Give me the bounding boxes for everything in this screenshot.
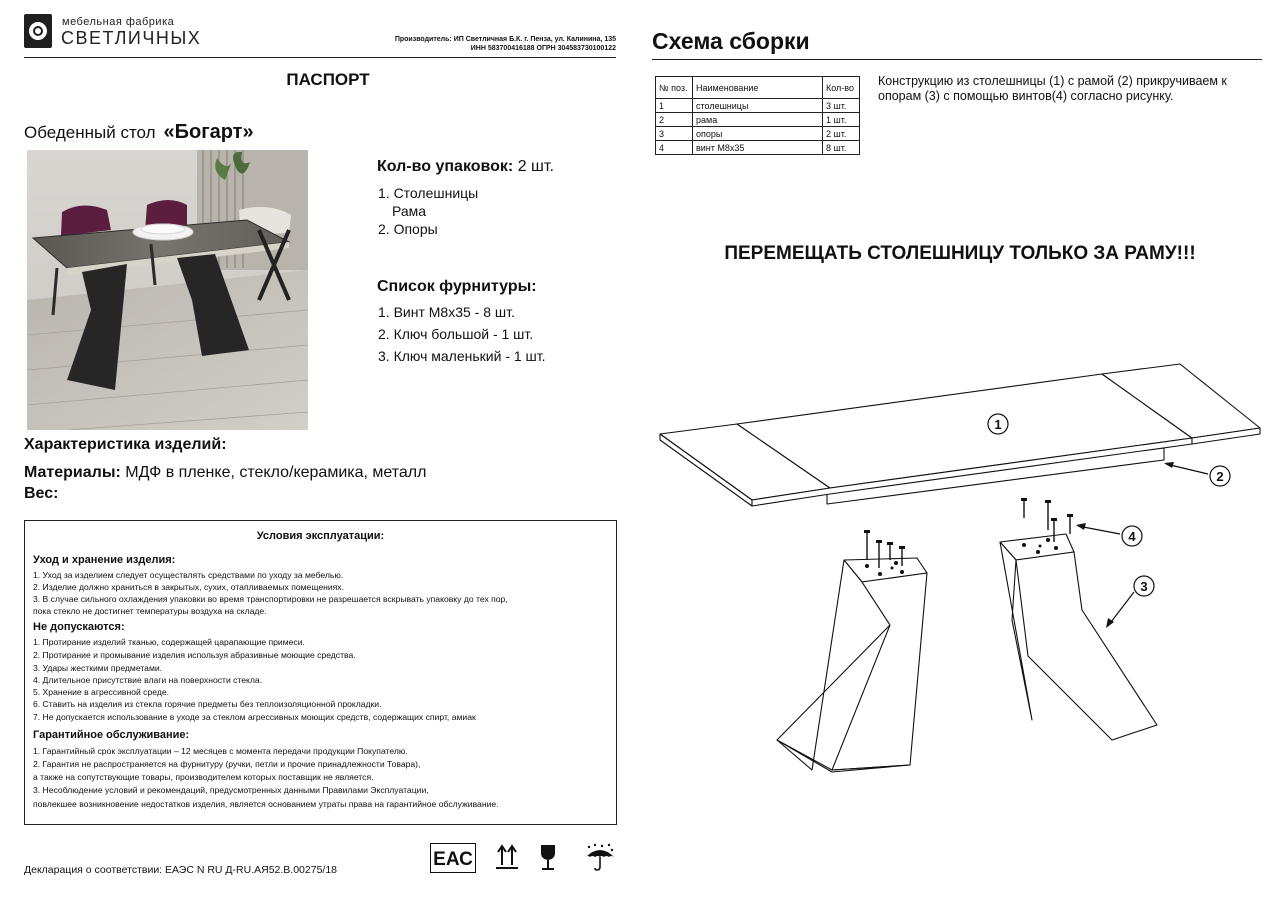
callout-2-label: 2 — [1216, 469, 1224, 484]
product-title — [24, 121, 254, 144]
characteristics-heading: Характеристика изделий: — [24, 436, 227, 453]
manufacturer-info — [395, 35, 616, 53]
weight-label: Вес: — [24, 485, 59, 502]
conditions-line: 1. Протирание изделий тканью, содержащей царапающие примеси. — [33, 637, 305, 647]
assembly-drawing — [652, 360, 1272, 780]
assembly-title: Схема сборки — [652, 28, 810, 54]
manufacturer-registration: ИНН 583700416188 ОГРН 304583730100122 — [470, 45, 616, 52]
name-cell: винт М8х35 — [693, 141, 823, 155]
materials-label: Материалы: — [24, 464, 121, 481]
column-header-position: № поз. — [656, 77, 693, 99]
conditions-section-heading: Гарантийное обслуживание: — [33, 729, 190, 741]
package-item: 2. Опоры — [378, 221, 438, 237]
conditions-line: повлекшее возникновение недостатков изделия, является основанием утраты права на гарантийное обслуживание. — [33, 799, 499, 809]
quantity-cell: 2 шт. — [823, 127, 860, 141]
fragile-glass-icon — [538, 843, 558, 871]
table-row — [656, 127, 860, 141]
packages-value: 2 шт. — [517, 158, 554, 175]
manufacturer-address: Производитель: ИП Светличная Б.К. г. Пенза, ул. Калинина, 135 — [394, 36, 616, 43]
conditions-line: пока стекло не достигнет температуры воздуха на складе. — [33, 606, 267, 616]
column-header-name: Наименование — [693, 77, 823, 99]
callout-1-label: 1 — [994, 417, 1002, 432]
callout-4-label: 4 — [1128, 529, 1136, 544]
product-type: Обеденный стол — [24, 123, 156, 142]
eac-mark-icon — [430, 843, 476, 873]
conditions-line: 2. Гарантия не распространяется на фурнитуру (ручки, петли и прочие принадлежности Товара), — [33, 759, 421, 769]
eac-mark-text: ЕАС — [433, 849, 473, 870]
conditions-section-heading: Не допускаются: — [33, 621, 125, 633]
product-name: «Богарт» — [163, 121, 254, 143]
header-divider — [24, 57, 616, 58]
packages-heading — [377, 158, 554, 176]
table-row — [656, 141, 860, 155]
position-cell: 3 — [656, 127, 693, 141]
conditions-line: 4. Длительное присутствие влаги на поверхности стекла. — [33, 675, 263, 685]
brand-name: СВЕТЛИЧНЫХ — [61, 28, 202, 48]
this-way-up-icon — [495, 843, 519, 871]
passport-title: ПАСПОРТ — [286, 70, 370, 89]
quantity-cell: 3 шт. — [823, 99, 860, 113]
name-cell: рама — [693, 113, 823, 127]
fitting-item: 1. Винт М8х35 - 8 шт. — [378, 304, 515, 320]
conditions-line: 2. Протирание и промывание изделия используя абразивные моющие средства. — [33, 650, 356, 660]
conditions-line: 2. Изделие должно храниться в закрытых, сухих, отапливаемых помещениях. — [33, 582, 344, 592]
position-cell: 4 — [656, 141, 693, 155]
conditions-line: 3. Несоблюдение условий и рекомендаций, предусмотренных данными Правилами Эксплуатации, — [33, 785, 429, 795]
parts-table-header — [656, 77, 860, 99]
fitting-item: 3. Ключ маленький - 1 шт. — [378, 348, 546, 364]
operating-conditions-box — [24, 520, 617, 825]
name-cell: опоры — [693, 127, 823, 141]
materials-line — [24, 464, 426, 482]
conditions-line: а также на сопутствующие товары, производителем которых поставщик не является. — [33, 772, 374, 782]
fitting-item: 2. Ключ большой - 1 шт. — [378, 326, 534, 342]
position-cell: 2 — [656, 113, 693, 127]
fittings-heading: Список фурнитуры: — [377, 278, 537, 295]
package-item: 1. Столешницы — [378, 185, 479, 201]
packages-label: Кол-во упаковок: — [377, 158, 514, 175]
column-header-quantity: Кол-во — [823, 77, 860, 99]
table-row — [656, 99, 860, 113]
position-cell: 1 — [656, 99, 693, 113]
conditions-line: 1. Уход за изделием следует осуществлять средствами по уходу за мебелью. — [33, 570, 344, 580]
conditions-title: Условия эксплуатации: — [256, 530, 385, 542]
callout-3-label: 3 — [1140, 579, 1148, 594]
conditions-line: 5. Хранение в агрессивной среде. — [33, 687, 170, 697]
materials-value: МДФ в пленке, стекло/керамика, металл — [125, 464, 427, 481]
quantity-cell: 8 шт. — [823, 141, 860, 155]
package-item: Рама — [392, 203, 427, 219]
brand-tagline: мебельная фабрика — [62, 16, 175, 28]
conditions-line: 3. Удары жесткими предметами. — [33, 663, 163, 673]
conditions-line: 6. Ставить на изделия из стекла горячие предметы без теплоизоляционной прокладки. — [33, 699, 382, 709]
parts-table — [655, 76, 860, 155]
conditions-line: 3. В случае сильного охлаждения упаковки во время транспортировки не разрешается вскрывать упаковку до тех пор, — [33, 594, 508, 604]
keep-dry-icon — [584, 843, 616, 873]
declaration-of-conformity: Декларация о соответствии: ЕАЭС N RU Д-RU.АЯ52.В.00275/18 — [24, 864, 338, 876]
brand-logo-icon — [24, 14, 52, 48]
product-photo — [27, 150, 308, 430]
handling-warning: ПЕРЕМЕЩАТЬ СТОЛЕШНИЦУ ТОЛЬКО ЗА РАМУ!!! — [724, 243, 1196, 264]
assembly-instruction: Конструкцию из столешницы (1) с рамой (2) прикручиваем к опорам (3) с помощью винтов(4) согласно рисунку. — [878, 74, 1227, 103]
quantity-cell: 1 шт. — [823, 113, 860, 127]
conditions-line: 7. Не допускается использование в уходе за стеклом агрессивных моющих средств, содержащих спирт, амиак — [33, 712, 476, 722]
conditions-section-heading: Уход и хранение изделия: — [33, 554, 176, 566]
table-row — [656, 113, 860, 127]
assembly-divider — [652, 59, 1262, 60]
conditions-line: 1. Гарантийный срок эксплуатации – 12 месяцев с момента передачи продукции Покупателю. — [33, 746, 408, 756]
name-cell: столешницы — [693, 99, 823, 113]
